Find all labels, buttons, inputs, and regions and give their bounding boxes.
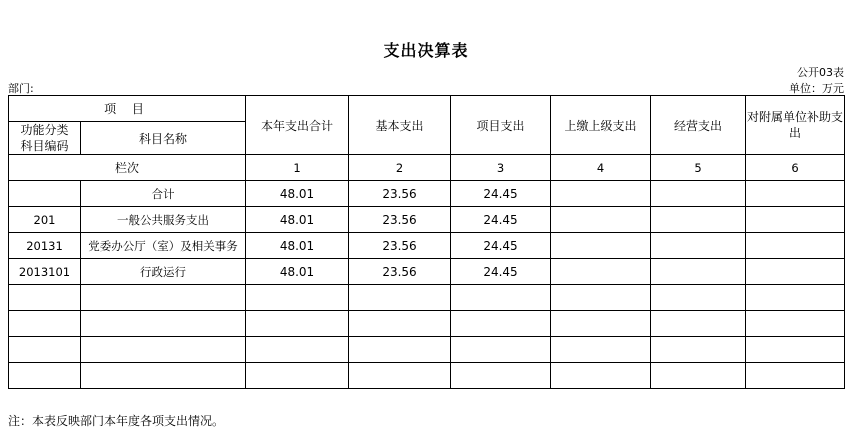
cell-operating	[651, 363, 746, 389]
cell-subsidy	[746, 311, 845, 337]
cell-code: 201	[9, 207, 81, 233]
column-index-5: 5	[651, 155, 746, 181]
cell-operating	[651, 311, 746, 337]
column-index-2: 2	[349, 155, 451, 181]
cell-subsidy	[746, 181, 845, 207]
cell-basic: 23.56	[349, 233, 451, 259]
cell-project	[451, 285, 551, 311]
form-code: 公开03表	[797, 66, 844, 79]
cell-name: 一般公共服务支出	[81, 207, 246, 233]
cell-code	[9, 337, 81, 363]
table-row	[9, 233, 845, 259]
cell-name: 党委办公厅（室）及相关事务	[81, 233, 246, 259]
cell-total: 48.01	[246, 259, 349, 285]
header-col-upper-level: 上缴上级支出	[551, 96, 651, 155]
cell-subsidy	[746, 337, 845, 363]
table-row	[9, 363, 845, 389]
table-row	[9, 181, 845, 207]
header-col-subsidy: 对附属单位补助支出	[746, 96, 845, 155]
cell-code	[9, 285, 81, 311]
cell-operating	[651, 337, 746, 363]
cell-project	[451, 311, 551, 337]
header-code-line2: 科目编码	[20, 139, 69, 154]
cell-project: 24.45	[451, 259, 551, 285]
cell-basic	[349, 363, 451, 389]
table-header-group-row	[9, 96, 845, 122]
cell-basic	[349, 285, 451, 311]
column-index-1: 1	[246, 155, 349, 181]
table-row	[9, 259, 845, 285]
cell-name	[81, 363, 246, 389]
expenditure-table	[8, 95, 845, 389]
header-code-line1: 功能分类	[20, 123, 69, 137]
cell-name	[81, 337, 246, 363]
column-index-label: 栏次	[9, 155, 246, 181]
cell-operating	[651, 181, 746, 207]
cell-code	[9, 181, 81, 207]
table-row	[9, 285, 845, 311]
department-label: 部门:	[8, 82, 34, 95]
table-row	[9, 207, 845, 233]
header-col-total: 本年支出合计	[246, 96, 349, 155]
table-note: 注：本表反映部门本年度各项支出情况。	[8, 414, 225, 428]
cell-upper-level	[551, 337, 651, 363]
cell-code: 20131	[9, 233, 81, 259]
cell-total: 48.01	[246, 207, 349, 233]
cell-upper-level	[551, 207, 651, 233]
cell-total	[246, 337, 349, 363]
cell-upper-level	[551, 285, 651, 311]
unit-label: 单位：万元	[789, 82, 844, 95]
cell-operating	[651, 285, 746, 311]
cell-total	[246, 363, 349, 389]
header-col-project: 项目支出	[451, 96, 551, 155]
cell-code	[9, 311, 81, 337]
cell-code	[9, 363, 81, 389]
cell-total: 48.01	[246, 181, 349, 207]
cell-basic	[349, 311, 451, 337]
cell-name: 合计	[81, 181, 246, 207]
cell-subsidy	[746, 259, 845, 285]
cell-operating	[651, 207, 746, 233]
cell-basic: 23.56	[349, 181, 451, 207]
cell-project	[451, 337, 551, 363]
cell-operating	[651, 233, 746, 259]
cell-upper-level	[551, 233, 651, 259]
header-col-basic: 基本支出	[349, 96, 451, 155]
table-column-index-row	[9, 155, 845, 181]
cell-basic: 23.56	[349, 259, 451, 285]
cell-name	[81, 285, 246, 311]
table-row	[9, 311, 845, 337]
column-index-4: 4	[551, 155, 651, 181]
cell-upper-level	[551, 259, 651, 285]
cell-project: 24.45	[451, 207, 551, 233]
header-name: 科目名称	[81, 122, 246, 155]
header-col-operating: 经营支出	[651, 96, 746, 155]
cell-project	[451, 363, 551, 389]
cell-total	[246, 285, 349, 311]
cell-subsidy	[746, 233, 845, 259]
column-index-3: 3	[451, 155, 551, 181]
cell-basic: 23.56	[349, 207, 451, 233]
cell-project: 24.45	[451, 233, 551, 259]
cell-code: 2013101	[9, 259, 81, 285]
cell-name: 行政运行	[81, 259, 246, 285]
cell-total	[246, 311, 349, 337]
cell-total: 48.01	[246, 233, 349, 259]
cell-upper-level	[551, 363, 651, 389]
header-item-group: 项 目	[9, 96, 246, 122]
column-index-6: 6	[746, 155, 845, 181]
cell-upper-level	[551, 311, 651, 337]
cell-name	[81, 311, 246, 337]
cell-project: 24.45	[451, 181, 551, 207]
page-title: 支出决算表	[383, 41, 469, 60]
cell-subsidy	[746, 363, 845, 389]
cell-operating	[651, 259, 746, 285]
header-code	[9, 122, 81, 155]
cell-basic	[349, 337, 451, 363]
table-row	[9, 337, 845, 363]
cell-upper-level	[551, 181, 651, 207]
cell-subsidy	[746, 207, 845, 233]
cell-subsidy	[746, 285, 845, 311]
